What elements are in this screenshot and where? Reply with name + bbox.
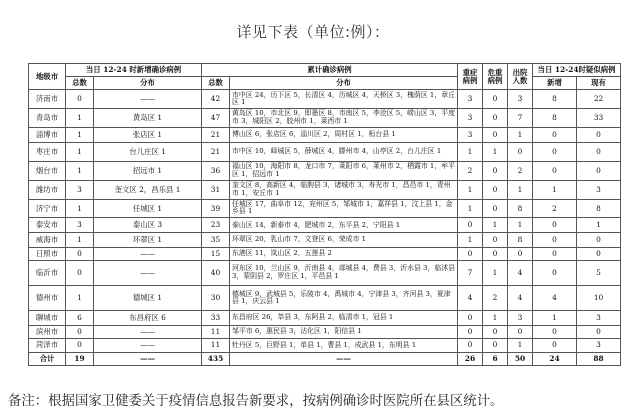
cell-city: 临沂市 bbox=[29, 260, 66, 285]
cell-cum-distribution: 德城区 9，武城县 5，乐陵市 4，禹城市 4，宁津县 3，齐河县 3，夏津县 1，庆云县 1 bbox=[230, 285, 458, 310]
cell-discharged: 3 bbox=[508, 90, 533, 109]
cell-new-distribution: 任城区 1 bbox=[94, 199, 202, 218]
header-suspect-group: 当日 12-24时疑似病例 bbox=[533, 64, 621, 77]
cell-new-distribution: 东昌府区 6 bbox=[94, 311, 202, 326]
cell-city: 枣庄市 bbox=[29, 142, 66, 161]
cell-city: 潍坊市 bbox=[29, 180, 66, 199]
table-row bbox=[29, 127, 621, 142]
cell-cum-total: 40 bbox=[202, 260, 230, 285]
cell-suspect-new: 0 bbox=[533, 233, 577, 248]
cell-cum-total: 42 bbox=[202, 90, 230, 109]
cell-discharged: 0 bbox=[508, 142, 533, 161]
footnote: 备注：根据国家卫健委关于疫情信息报告新要求，按病例确诊时医院所在县区统计。 bbox=[8, 394, 504, 409]
cell-critical: 0 bbox=[483, 338, 508, 353]
cell-cum-distribution: 泰山区 14，新泰市 4，肥城市 2，东平县 2，宁阳县 1 bbox=[230, 218, 458, 233]
cell-suspect-now: 0 bbox=[577, 325, 621, 338]
cell-new-distribution: —— bbox=[94, 338, 202, 353]
cell-cum-distribution: 河东区 10，兰山区 9，沂南县 4，郯城县 4，费县 3，沂水县 3，临沭县 3，蒙阴县 2，罗庄区 1，平邑县 1 bbox=[230, 260, 458, 285]
total-cell-cum-total: 435 bbox=[202, 353, 230, 366]
cell-suspect-new: 0 bbox=[533, 142, 577, 161]
cell-discharged: 0 bbox=[508, 247, 533, 260]
cell-new-total: 0 bbox=[66, 338, 94, 353]
total-cell-city: 合计 bbox=[29, 353, 66, 366]
cell-city: 烟台市 bbox=[29, 161, 66, 180]
cell-suspect-new: 8 bbox=[533, 108, 577, 127]
table-row bbox=[29, 285, 621, 310]
cell-new-distribution: —— bbox=[94, 325, 202, 338]
cell-discharged: 1 bbox=[508, 180, 533, 199]
header-cum-distribution: 分布 bbox=[230, 77, 458, 90]
cell-severe: 0 bbox=[458, 338, 483, 353]
cell-critical: 1 bbox=[483, 260, 508, 285]
cell-suspect-new: 1 bbox=[533, 180, 577, 199]
cell-suspect-now: 22 bbox=[577, 90, 621, 109]
cell-severe: 1 bbox=[458, 142, 483, 161]
cell-severe: 3 bbox=[458, 108, 483, 127]
total-cell-suspect-new: 24 bbox=[533, 353, 577, 366]
cell-suspect-new: 0 bbox=[533, 260, 577, 285]
cell-cum-distribution: 东昌府区 26，莘县 3，东阿县 2，临清市 1，冠县 1 bbox=[230, 311, 458, 326]
cell-new-total: 1 bbox=[66, 142, 94, 161]
cell-critical: 0 bbox=[483, 199, 508, 218]
cell-cum-distribution: 市中区 24，历下区 5，长清区 4，历城区 4，天桥区 3，槐荫区 1，章丘区 1 bbox=[230, 90, 458, 109]
cell-critical: 0 bbox=[483, 247, 508, 260]
cell-new-distribution: —— bbox=[94, 247, 202, 260]
cell-suspect-now: 5 bbox=[577, 260, 621, 285]
cell-new-distribution: 环翠区 1 bbox=[94, 233, 202, 248]
cell-discharged: 8 bbox=[508, 199, 533, 218]
cell-suspect-new: 0 bbox=[533, 218, 577, 233]
cell-suspect-new: 8 bbox=[533, 90, 577, 109]
header-suspect-new: 新增 bbox=[533, 77, 577, 90]
header-new-group: 当日 12-24 时新增确诊病例 bbox=[66, 64, 202, 77]
cell-severe: 4 bbox=[458, 285, 483, 310]
cell-city: 菏泽市 bbox=[29, 338, 66, 353]
cell-suspect-now: 0 bbox=[577, 161, 621, 180]
cell-severe: 2 bbox=[458, 161, 483, 180]
cell-cum-distribution: 任城区 17，曲阜市 12，兖州区 5，邹城市 1，嘉祥县 1，汶上县 1，金乡县 1 bbox=[230, 199, 458, 218]
cell-discharged: 2 bbox=[508, 161, 533, 180]
cell-new-total: 6 bbox=[66, 311, 94, 326]
cell-cum-total: 23 bbox=[202, 218, 230, 233]
cell-cum-total: 30 bbox=[202, 285, 230, 310]
cell-cum-distribution: 牡丹区 5，巨野县 1，单县 1，曹县 1，成武县 1，东明县 1 bbox=[230, 338, 458, 353]
cell-severe: 1 bbox=[458, 233, 483, 248]
cell-new-total: 1 bbox=[66, 233, 94, 248]
header-discharged: 出院人数 bbox=[508, 64, 533, 90]
page-title: 详见下表（单位:例）： bbox=[236, 23, 390, 41]
cell-new-distribution: 奎文区 2，昌乐县 1 bbox=[94, 180, 202, 199]
cell-new-total: 0 bbox=[66, 90, 94, 109]
total-cell-suspect-now: 88 bbox=[577, 353, 621, 366]
cell-discharged: 1 bbox=[508, 338, 533, 353]
cell-cum-distribution: 黄岛区 10，市北区 9，即墨区 8，市南区 5，李沧区 5，崂山区 3，平度市 3，城阳区 2，胶州市 1，莱西市 1 bbox=[230, 108, 458, 127]
cell-critical: 0 bbox=[483, 180, 508, 199]
cell-cum-total: 15 bbox=[202, 247, 230, 260]
cell-cum-distribution: 东港区 11，岚山区 2，五莲县 2 bbox=[230, 247, 458, 260]
cell-city: 日照市 bbox=[29, 247, 66, 260]
cell-new-distribution: 台儿庄区 1 bbox=[94, 142, 202, 161]
cell-city: 德州市 bbox=[29, 285, 66, 310]
cell-suspect-new: 2 bbox=[533, 199, 577, 218]
cell-suspect-now: 3 bbox=[577, 338, 621, 353]
cell-severe: 1 bbox=[458, 180, 483, 199]
cell-suspect-now: 10 bbox=[577, 285, 621, 310]
header-city: 地级市 bbox=[29, 64, 66, 90]
header-severe: 重症病例 bbox=[458, 64, 483, 90]
cell-new-total: 3 bbox=[66, 218, 94, 233]
table-row bbox=[29, 90, 621, 109]
cell-suspect-new: 0 bbox=[533, 247, 577, 260]
cell-critical: 0 bbox=[483, 233, 508, 248]
cell-city: 威海市 bbox=[29, 233, 66, 248]
cell-cum-distribution: 奎文区 8，高新区 4，临朐县 3，诸城市 3，寿光市 1，昌邑市 1，青州市 1，安丘市 1 bbox=[230, 180, 458, 199]
cell-critical: 0 bbox=[483, 127, 508, 142]
case-table-container bbox=[28, 63, 620, 366]
cell-suspect-now: 0 bbox=[577, 247, 621, 260]
cell-discharged: 4 bbox=[508, 285, 533, 310]
cell-critical: 0 bbox=[483, 108, 508, 127]
table-row bbox=[29, 180, 621, 199]
table-row bbox=[29, 325, 621, 338]
cell-discharged: 0 bbox=[508, 325, 533, 338]
cell-severe: 0 bbox=[458, 311, 483, 326]
cell-city: 济南市 bbox=[29, 90, 66, 109]
cell-cum-total: 11 bbox=[202, 338, 230, 353]
cell-new-total: 1 bbox=[66, 161, 94, 180]
cell-new-total: 0 bbox=[66, 325, 94, 338]
cell-city: 聊城市 bbox=[29, 311, 66, 326]
cell-severe: 3 bbox=[458, 127, 483, 142]
cell-cum-total: 31 bbox=[202, 180, 230, 199]
cell-cum-distribution: 邹平市 6，惠民县 3，沾化区 1，阳信县 1 bbox=[230, 325, 458, 338]
table-row bbox=[29, 233, 621, 248]
cell-discharged: 1 bbox=[508, 127, 533, 142]
cell-critical: 1 bbox=[483, 311, 508, 326]
cell-cum-total: 39 bbox=[202, 199, 230, 218]
total-cell-new-distribution: —— bbox=[94, 353, 202, 366]
total-cell-critical: 6 bbox=[483, 353, 508, 366]
cell-new-distribution: 招远市 1 bbox=[94, 161, 202, 180]
total-cell-severe: 26 bbox=[458, 353, 483, 366]
cell-severe: 7 bbox=[458, 260, 483, 285]
cell-cum-distribution: 博山区 6，张店区 6，淄川区 2，周村区 1，桓台县 1 bbox=[230, 127, 458, 142]
total-cell-cum-distribution: —— bbox=[230, 353, 458, 366]
table-row bbox=[29, 247, 621, 260]
cell-new-total: 0 bbox=[66, 247, 94, 260]
cell-cum-total: 33 bbox=[202, 311, 230, 326]
cell-suspect-now: 8 bbox=[577, 199, 621, 218]
header-cum-total: 总数 bbox=[202, 77, 230, 90]
cell-suspect-now: 0 bbox=[577, 233, 621, 248]
header-cum-group: 累计确诊病例 bbox=[202, 64, 458, 77]
table-row bbox=[29, 108, 621, 127]
table-row bbox=[29, 311, 621, 326]
cell-new-distribution: 黄岛区 1 bbox=[94, 108, 202, 127]
cell-discharged: 3 bbox=[508, 311, 533, 326]
header-suspect-now: 现有 bbox=[577, 77, 621, 90]
cell-city: 滨州市 bbox=[29, 325, 66, 338]
header-critical: 危重病例 bbox=[483, 64, 508, 90]
cell-new-total: 1 bbox=[66, 127, 94, 142]
cell-new-distribution: —— bbox=[94, 90, 202, 109]
cell-suspect-new: 1 bbox=[533, 311, 577, 326]
table-row bbox=[29, 142, 621, 161]
cell-cum-total: 47 bbox=[202, 108, 230, 127]
cell-cum-total: 21 bbox=[202, 127, 230, 142]
cell-severe: 1 bbox=[458, 199, 483, 218]
cell-critical: 0 bbox=[483, 325, 508, 338]
total-cell-discharged: 50 bbox=[508, 353, 533, 366]
cell-new-distribution: 泰山区 3 bbox=[94, 218, 202, 233]
cell-suspect-now: 3 bbox=[577, 311, 621, 326]
table-row bbox=[29, 260, 621, 285]
cell-cum-total: 21 bbox=[202, 142, 230, 161]
cell-suspect-now: 0 bbox=[577, 142, 621, 161]
cell-discharged: 7 bbox=[508, 108, 533, 127]
cell-suspect-new: 4 bbox=[533, 285, 577, 310]
cell-critical: 0 bbox=[483, 161, 508, 180]
cell-city: 济宁市 bbox=[29, 199, 66, 218]
cell-new-distribution: 张店区 1 bbox=[94, 127, 202, 142]
case-table bbox=[28, 63, 621, 366]
header-new-total: 总数 bbox=[66, 77, 94, 90]
cell-cum-distribution: 福山区 10，海阳市 8，龙口市 7，莱阳市 6，莱州市 2，栖霞市 1，牟平区 1，招远市 1 bbox=[230, 161, 458, 180]
cell-discharged: 8 bbox=[508, 233, 533, 248]
cell-new-total: 1 bbox=[66, 108, 94, 127]
cell-critical: 0 bbox=[483, 90, 508, 109]
header-new-distribution: 分布 bbox=[94, 77, 202, 90]
cell-city: 青岛市 bbox=[29, 108, 66, 127]
cell-new-distribution: —— bbox=[94, 260, 202, 285]
cell-severe: 0 bbox=[458, 218, 483, 233]
table-row bbox=[29, 218, 621, 233]
table-row bbox=[29, 199, 621, 218]
cell-suspect-now: 1 bbox=[577, 218, 621, 233]
cell-new-distribution: 德城区 1 bbox=[94, 285, 202, 310]
cell-severe: 0 bbox=[458, 325, 483, 338]
cell-discharged: 4 bbox=[508, 260, 533, 285]
cell-severe: 3 bbox=[458, 90, 483, 109]
cell-cum-distribution: 市中区 10，峄城区 5，薛城区 4，滕州市 4，山亭区 2，台儿庄区 1 bbox=[230, 142, 458, 161]
cell-critical: 1 bbox=[483, 142, 508, 161]
cell-suspect-now: 0 bbox=[577, 127, 621, 142]
cell-new-total: 1 bbox=[66, 285, 94, 310]
table-body bbox=[29, 90, 621, 366]
cell-suspect-new: 0 bbox=[533, 161, 577, 180]
cell-cum-distribution: 环翠区 20，乳山市 7，文登区 6，荣成市 1 bbox=[230, 233, 458, 248]
cell-suspect-new: 0 bbox=[533, 325, 577, 338]
table-total-row bbox=[29, 353, 621, 366]
total-cell-new-total: 19 bbox=[66, 353, 94, 366]
cell-suspect-now: 3 bbox=[577, 180, 621, 199]
cell-new-total: 1 bbox=[66, 199, 94, 218]
cell-new-total: 3 bbox=[66, 180, 94, 199]
table-row bbox=[29, 161, 621, 180]
cell-cum-total: 11 bbox=[202, 325, 230, 338]
cell-suspect-now: 33 bbox=[577, 108, 621, 127]
cell-cum-total: 35 bbox=[202, 233, 230, 248]
cell-severe: 0 bbox=[458, 247, 483, 260]
cell-cum-total: 36 bbox=[202, 161, 230, 180]
cell-city: 泰安市 bbox=[29, 218, 66, 233]
cell-critical: 1 bbox=[483, 218, 508, 233]
cell-new-total: 0 bbox=[66, 260, 94, 285]
cell-critical: 2 bbox=[483, 285, 508, 310]
cell-discharged: 1 bbox=[508, 218, 533, 233]
cell-city: 淄博市 bbox=[29, 127, 66, 142]
cell-suspect-new: 0 bbox=[533, 127, 577, 142]
table-row bbox=[29, 338, 621, 353]
cell-suspect-new: 0 bbox=[533, 338, 577, 353]
